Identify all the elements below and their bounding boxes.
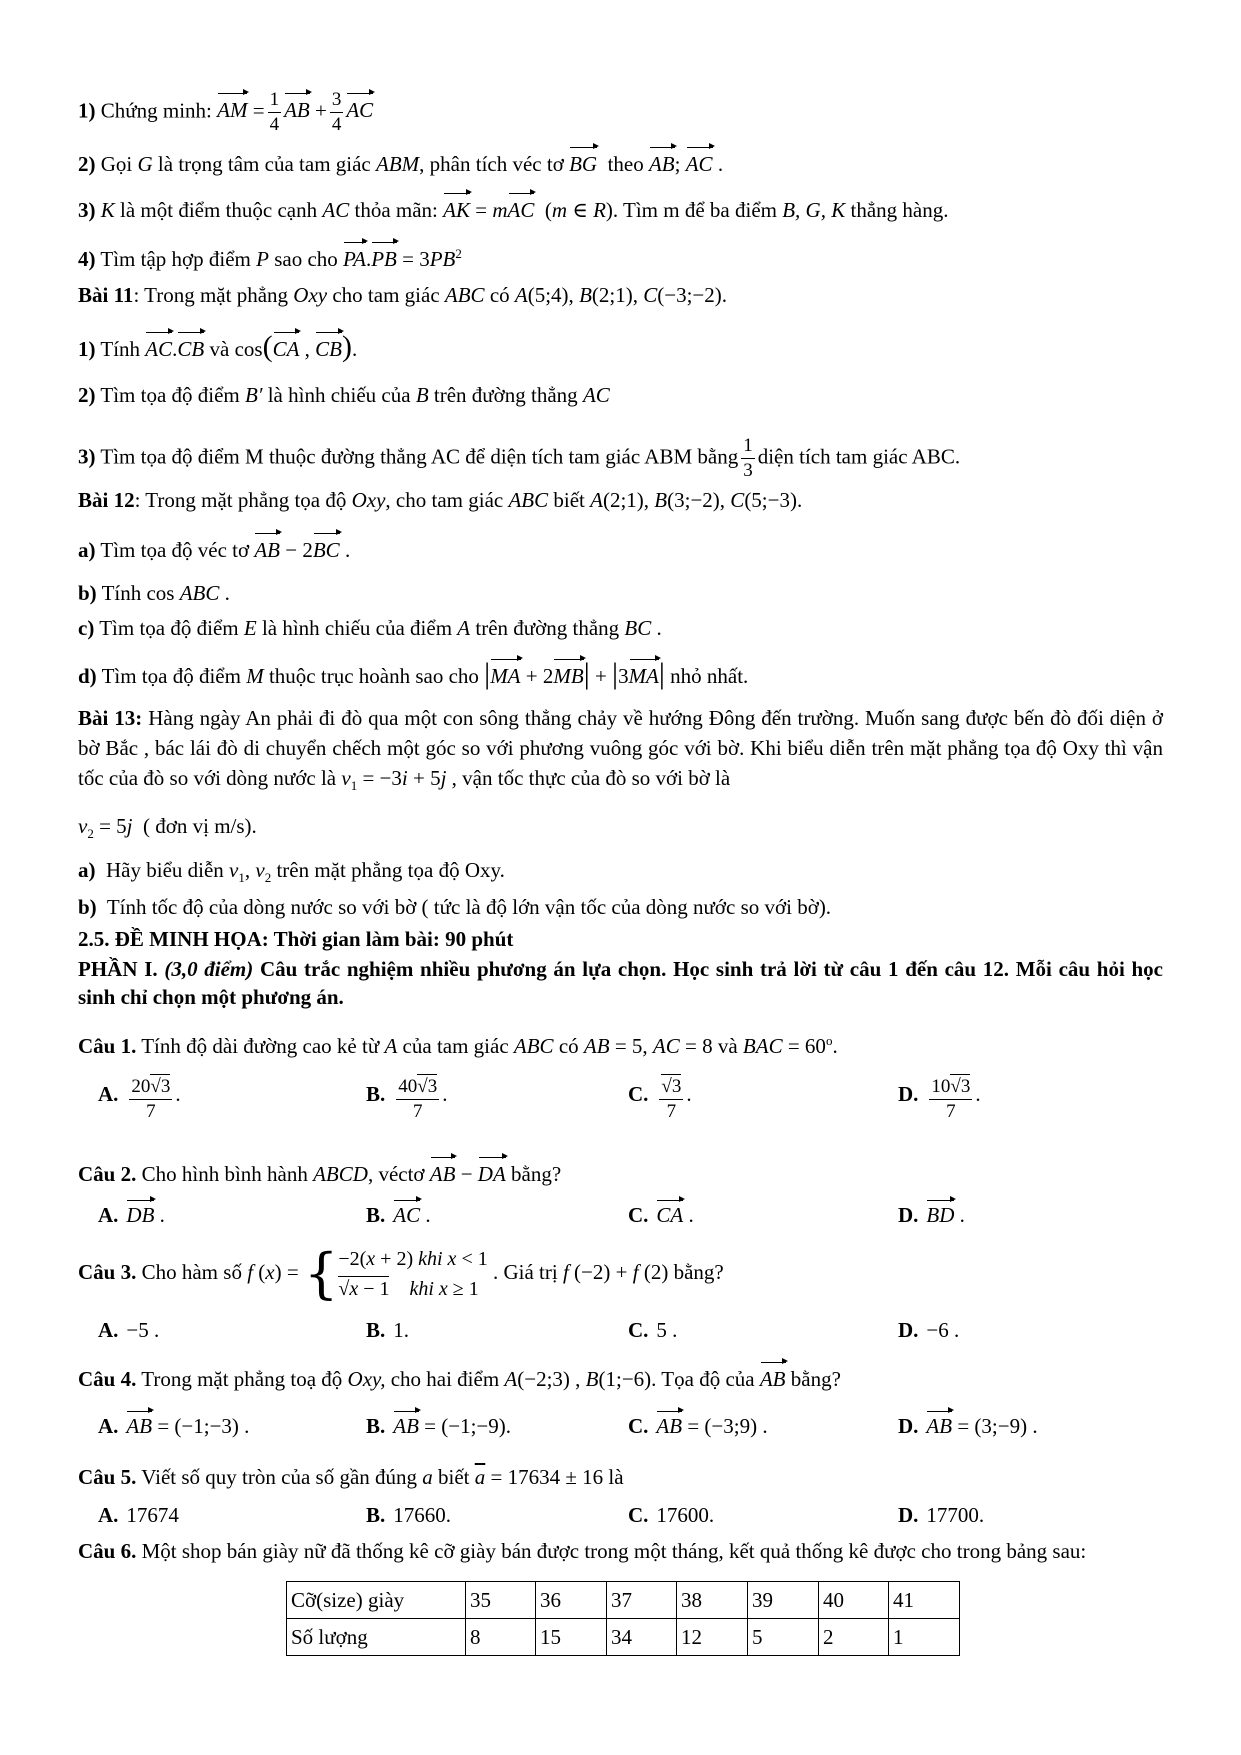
option-a[interactable]: A. $\frac{20 √ 3}{7}$ . — [98, 1075, 181, 1124]
option-label: B. — [366, 1203, 386, 1227]
option-label: B. — [366, 1082, 386, 1106]
table-cell: 34 — [607, 1619, 677, 1656]
bai13-qa: a) Hãy biểu diễn $v_1$, $v_2$ trên mặt phẳng tọa độ Oxy. — [78, 858, 505, 886]
option-label: B. — [366, 1414, 386, 1438]
table-cell: Cỡ(size) giày — [287, 1582, 466, 1619]
option-b[interactable]: B. AC . — [366, 1203, 431, 1227]
option-label: D. — [898, 1082, 919, 1106]
q-text: Tìm tọa độ véc tơ — [100, 538, 250, 562]
exercise-text: có — [489, 283, 510, 307]
question-label: Câu 5. — [78, 1465, 137, 1489]
option-value: 17700. — [926, 1503, 985, 1527]
table-cell: 39 — [748, 1582, 819, 1619]
question-text: biết — [438, 1465, 470, 1489]
table-cell: 5 — [748, 1619, 819, 1656]
bai12-qa: a) Tìm tọa độ véc tơ AB − 2BC . — [78, 538, 351, 562]
q-text: là trọng tâm của tam giác — [157, 152, 371, 176]
question-text: cho hai điểm — [390, 1367, 500, 1391]
option-b[interactable] — [366, 1503, 451, 1528]
q-text: Tìm tọa độ điểm — [100, 383, 240, 407]
option-a[interactable] — [98, 1318, 159, 1343]
cau3-options — [98, 1318, 1163, 1348]
q-text: và — [209, 337, 230, 361]
q-label: 2) — [78, 152, 96, 176]
question-text: , véctơ — [367, 1162, 425, 1186]
q-text: Tìm tập hợp điểm — [100, 247, 251, 271]
option-label: C. — [628, 1203, 649, 1227]
option-label: A. — [98, 1203, 119, 1227]
option-value: −6 . — [926, 1318, 960, 1342]
q-text: . Tìm m để ba điểm — [612, 198, 777, 222]
option-c[interactable]: C. AB = (−3;9) . — [628, 1414, 768, 1438]
option-c[interactable] — [628, 1318, 677, 1343]
question-text: là — [608, 1465, 624, 1489]
q-text: Tính tốc độ của dòng nước so với bờ ( tức là độ lớn vận tốc của dòng nước so với bờ). — [106, 895, 832, 919]
option-label: D. — [898, 1503, 919, 1527]
q-text: là một điểm thuộc cạnh — [120, 198, 318, 222]
table-cell: Số lượng — [287, 1619, 466, 1656]
exercise-text: Hàng ngày An phải đi đò qua một con sông thẳng chảy về hướng Đông đến trường. Muốn sang được bến đò đối diện ở bờ Bắc , bác lái đò di chuyển chếch một góc so với phương vuông góc với bờ. Khi biểu diễn trên mặt phẳng tọa độ Oxy thì vận tốc của đò so với dòng nước là — [78, 706, 1163, 790]
option-c[interactable]: C. CA . — [628, 1203, 694, 1227]
q-text: theo — [607, 152, 644, 176]
q-label: 1) — [78, 98, 96, 123]
option-value: 1. — [393, 1318, 410, 1342]
problem-line-4: 4) Tìm tập hợp điểm P sao cho $PA.PB = 3PB^2$ — [78, 246, 462, 271]
option-value: 5 . — [656, 1318, 678, 1342]
shoe-size-table — [286, 1581, 960, 1656]
bai11-intro: Bài 11: Trong mặt phẳng Oxy cho tam giác ABC có A(5;4), B(2;1), C(−3;−2). — [78, 283, 727, 307]
q-label: b) — [78, 895, 97, 919]
cau6-stem — [78, 1537, 1163, 1566]
option-value: −5 . — [126, 1318, 160, 1342]
exercise-text: ( đơn vị m/s). — [143, 814, 257, 838]
option-label: C. — [628, 1318, 649, 1342]
cau4-stem: Câu 4. Trong mặt phẳng toạ độ Oxy, cho hai điểm A(−2;3) , B(1;−6). Tọa độ của AB bằng? — [78, 1367, 841, 1391]
table-cell: 1 — [889, 1619, 960, 1656]
table-cell: 41 — [889, 1582, 960, 1619]
q-text: Tính — [100, 337, 141, 361]
q-label: d) — [78, 664, 97, 688]
option-a[interactable]: A. DB . — [98, 1203, 165, 1227]
q-text: Gọi — [100, 152, 133, 176]
option-c[interactable] — [628, 1503, 714, 1528]
bai13-text-end: $v_2 = 5j$ ( đơn vị m/s). — [78, 814, 257, 842]
table-cell: 2 — [819, 1619, 889, 1656]
exercise-title: Bài 12 — [78, 488, 135, 512]
option-label: C. — [628, 1503, 649, 1527]
q-text: thuộc trục hoành sao cho — [268, 664, 479, 688]
q-label: 3) — [78, 198, 96, 222]
q-text: trên đường thẳng — [433, 383, 578, 407]
q-text: thẳng hàng. — [850, 198, 949, 222]
question-text: bằng? — [673, 1260, 724, 1284]
q-label: 1) — [78, 337, 96, 361]
q-label: b) — [78, 581, 97, 605]
table-cell: 15 — [536, 1619, 607, 1656]
q-text: trên mặt phẳng tọa độ Oxy. — [276, 858, 505, 882]
q-text: diện tích tam giác ABC. — [757, 444, 961, 469]
cau1-stem: Câu 1. Tính độ dài đường cao kẻ từ A của tam giác ABC có AB = 5, AC = 8 và BAC = $60^o$. — [78, 1033, 838, 1058]
exercise-text: cho tam giác — [332, 283, 440, 307]
exercise-title: Bài 11 — [78, 283, 134, 307]
cau4-options — [98, 1414, 1163, 1444]
q-label: c) — [78, 616, 95, 640]
question-label: Câu 3. — [78, 1260, 137, 1284]
table-cell: 8 — [466, 1619, 536, 1656]
part-heading — [78, 955, 1163, 1011]
table-row — [287, 1582, 960, 1619]
q-label: a) — [78, 538, 96, 562]
option-b[interactable]: B. $\frac{40 √ 3}{7}$ . — [366, 1075, 447, 1124]
option-label: C. — [628, 1414, 649, 1438]
cau5-stem: Câu 5. Viết số quy tròn của số gần đúng a biết $\overline{a} = 17634 \pm 16$ là — [78, 1465, 624, 1489]
table-row — [287, 1619, 960, 1656]
exercise-text: , cho tam giác — [385, 488, 504, 512]
problem-line-1: 1) Chứng minh: AM = $\frac{1}{4}$ AB + $\frac{3}{4}$ AC — [78, 89, 374, 135]
bai11-q2: 2) Tìm tọa độ điểm B′ là hình chiếu của B trên đường thẳng AC — [78, 383, 610, 407]
q-text: là hình chiếu của — [267, 383, 411, 407]
question-label: Câu 6. — [78, 1539, 137, 1563]
option-d[interactable]: D. AB = (3;−9) . — [898, 1414, 1038, 1438]
table-cell: 38 — [677, 1582, 748, 1619]
cau1-options — [98, 1075, 1163, 1122]
exercise-title: Bài 13: — [78, 706, 143, 730]
q-text: , phân tích véc tơ — [419, 152, 564, 176]
bai12-intro: Bài 12: Trong mặt phẳng tọa độ Oxy, cho tam giác ABC biết A(2;1), B(3;−2), C(5;−3). — [78, 488, 803, 512]
question-text: của tam giác — [402, 1034, 509, 1058]
table-cell: 12 — [677, 1619, 748, 1656]
bai13-text: Bài 13: Hàng ngày An phải đi đò qua một con sông thẳng chảy về hướng Đông đến trường. Muốn sang được bến đò đối diện ở bờ Bắc , bác lái đò di chuyển chếch một góc so với phương vuông góc với bờ. Khi biểu diễn trên mặt phẳng tọa độ Oxy thì vận tốc của đò so với dòng nước là $v_1 = -3i + 5j$ , vận tốc thực của đò so với bờ là — [78, 706, 1163, 794]
option-d[interactable]: D. $\frac{10 √ 3}{7}$ . — [898, 1075, 981, 1124]
option-label: A. — [98, 1082, 119, 1106]
q-label: 2) — [78, 383, 96, 407]
part-text: Câu trắc nghiệm nhiều phương án lựa chọn. Học sinh trả lời từ câu 1 đến câu 12. Mỗi câu hỏi học sinh chỉ chọn một phương án. — [78, 957, 1163, 1009]
option-label: D. — [898, 1414, 919, 1438]
option-d[interactable] — [898, 1503, 984, 1528]
question-text: bằng? — [511, 1162, 562, 1186]
q-text: nhỏ nhất. — [670, 664, 749, 688]
option-label: C. — [628, 1082, 649, 1106]
question-text: . Giá trị — [492, 1260, 558, 1284]
table-cell: 36 — [536, 1582, 607, 1619]
option-label: A. — [98, 1318, 119, 1342]
option-b[interactable]: B. AB = (−1;−9). — [366, 1414, 512, 1438]
option-label: A. — [98, 1414, 119, 1438]
exercise-text: , vận tốc thực của đò so với bờ là — [451, 766, 731, 790]
bai13-qb — [78, 893, 1163, 921]
question-text: Một shop bán giày nữ đã thống kê cỡ giày bán được trong một tháng, kết quả thống kê được cho trong bảng sau: — [141, 1539, 1087, 1563]
table-cell: 37 — [607, 1582, 677, 1619]
problem-line-3: 3) K là một điểm thuộc cạnh AC thỏa mãn: AK = mAC (m ∈ R). Tìm m để ba điểm B, G, K thẳng hàng. — [78, 198, 949, 222]
exercise-text: : Trong mặt phẳng tọa độ — [134, 488, 347, 512]
question-text: Tính độ dài đường cao kẻ từ — [141, 1034, 380, 1058]
option-label: B. — [366, 1318, 386, 1342]
q-text: là hình chiếu của điểm — [261, 616, 453, 640]
bai12-qb: b) Tính cos ABC . — [78, 581, 230, 605]
option-d[interactable]: D. BD . — [898, 1203, 965, 1227]
part-points: (3,0 điểm) — [164, 957, 254, 981]
section-heading: 2.5. ĐỀ MINH HỌA: Thời gian làm bài: 90 phút — [78, 927, 514, 951]
q-text: Chứng minh: — [100, 98, 212, 123]
table-cell: 35 — [466, 1582, 536, 1619]
bai12-qc: c) Tìm tọa độ điểm E là hình chiếu của điểm A trên đường thẳng BC . — [78, 616, 662, 640]
option-label: D. — [898, 1203, 919, 1227]
cau2-stem: Câu 2. Cho hình bình hành ABCD, véctơ AB − DA bằng? — [78, 1162, 562, 1186]
bai11-q3: 3) Tìm tọa độ điểm M thuộc đường thẳng AC để diện tích tam giác ABM bằng $\frac{1}{3}$ diện tích tam giác ABC. — [78, 435, 961, 481]
question-text: Cho hàm số — [141, 1260, 242, 1284]
question-text: và — [717, 1034, 738, 1058]
q-text: Tìm tọa độ điểm — [101, 664, 241, 688]
q-text: Hãy biểu diễn — [106, 858, 224, 882]
problem-line-2: 2) Gọi G là trọng tâm của tam giác ABM, phân tích véc tơ BG theo AB; AC . — [78, 152, 724, 176]
q-label: 4) — [78, 247, 96, 271]
question-text: Cho hình bình hành — [141, 1162, 308, 1186]
cau3-stem: Câu 3. Cho hàm số f (x) = { −2(x + 2) khi x < 1 √ x − 1 khi x ≥ 1 . Giá trị f (−2) + f (2) bằng? — [78, 1240, 1163, 1304]
question-text: Viết số quy tròn của số gần đúng — [141, 1465, 418, 1489]
q-text: thỏa mãn: — [354, 198, 438, 222]
q-text: Tính — [101, 581, 142, 605]
q-label: 3) — [78, 444, 96, 469]
option-a[interactable] — [98, 1503, 179, 1528]
q-label: a) — [78, 858, 96, 882]
table-cell: 40 — [819, 1582, 889, 1619]
part-label: PHẦN I. — [78, 957, 158, 981]
option-d[interactable] — [898, 1318, 959, 1343]
option-value: 17660. — [393, 1503, 452, 1527]
question-label: Câu 4. — [78, 1367, 137, 1391]
question-text: có — [558, 1034, 579, 1058]
option-label: D. — [898, 1318, 919, 1342]
question-text: bằng? — [790, 1367, 841, 1391]
bai11-q1: 1) Tính AC.CB và cos(CA , CB). — [78, 330, 358, 363]
question-label: Câu 2. — [78, 1162, 137, 1186]
option-value: 17600. — [656, 1503, 715, 1527]
option-b[interactable] — [366, 1318, 409, 1343]
option-label: B. — [366, 1503, 386, 1527]
q-text: Tìm tọa độ điểm — [99, 616, 239, 640]
q-text: trên đường thẳng — [475, 616, 620, 640]
cau2-options — [98, 1203, 1163, 1233]
option-value: 17674 — [126, 1503, 179, 1527]
bai12-qd: d) Tìm tọa độ điểm M thuộc trục hoành sao cho |MA + 2MB| + |3MA| nhỏ nhất. — [78, 657, 749, 690]
question-text: . Tọa độ của — [651, 1367, 755, 1391]
exercise-text: : Trong mặt phẳng — [133, 283, 289, 307]
q-text: Tìm tọa độ điểm M thuộc đường thẳng AC để diện tích tam giác ABM bằng — [100, 444, 739, 469]
question-text: Trong mặt phẳng toạ độ — [141, 1367, 343, 1391]
option-label: A. — [98, 1503, 119, 1527]
option-a[interactable]: A. AB = (−1;−3) . — [98, 1414, 250, 1438]
exercise-text: biết — [553, 488, 585, 512]
question-label: Câu 1. — [78, 1034, 137, 1058]
option-c[interactable]: C. √ $\frac{3}{7}$ . — [628, 1075, 692, 1124]
cau5-options — [98, 1503, 1163, 1533]
